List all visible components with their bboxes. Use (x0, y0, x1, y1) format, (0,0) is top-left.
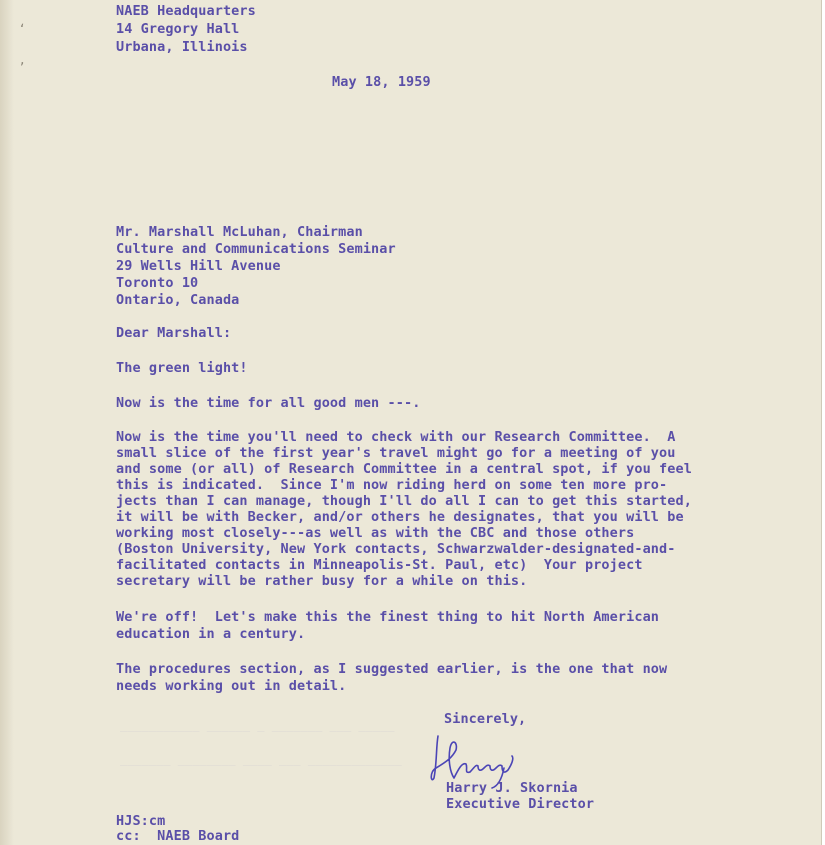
letter-date: May 18, 1959 (332, 74, 431, 90)
closing: Sincerely, (444, 711, 527, 727)
paragraph-3-line: working most closely---as well as with the CBC and those others (116, 525, 635, 541)
bleed-through-text: ___________ ______ _ _______ ___ _____ (120, 718, 395, 732)
paragraph-2: Now is the time for all good men ---. (116, 395, 421, 411)
paragraph-3-line: and some (or all) of Research Committee in a central spot, if you feel (116, 461, 692, 477)
letterhead-line-1: NAEB Headquarters (116, 3, 256, 19)
paragraph-3-line: facilitated contacts in Minneapolis-St. Paul, etc) Your project (116, 557, 643, 573)
signer-title: Executive Director (446, 796, 595, 812)
paragraph-4-line: We're off! Let's make this the finest thing to hit North American (116, 609, 660, 625)
paragraph-1: The green light! (116, 360, 248, 376)
paragraph-4-line: education in a century. (116, 626, 306, 642)
letterhead-line-2: 14 Gregory Hall (116, 21, 240, 37)
margin-mark: , (20, 52, 25, 68)
cc-line: cc: NAEB Board (116, 828, 240, 844)
paragraph-3-line: secretary will be rather busy for a while on this. (116, 573, 528, 589)
recipient-line-2: Culture and Communications Seminar (116, 241, 396, 257)
paragraph-3-line: this is indicated. Since I'm now riding herd on some ten more pro- (116, 477, 668, 493)
paragraph-3-line: Now is the time you'll need to check with our Research Committee. A (116, 429, 676, 445)
paragraph-3-line: small slice of the first year's travel might go for a meeting of you (116, 445, 676, 461)
paragraph-5-line: needs working out in detail. (116, 678, 347, 694)
margin-mark: ʻ (20, 22, 25, 38)
paragraph-3-line: (Boston University, New York contacts, Schwarzwalder-designated-and- (116, 541, 676, 557)
paragraph-3-line: it will be with Becker, and/or others he designates, that you will be (116, 509, 684, 525)
bleed-through-text: _______ ________ ____ ___ _____________ (120, 752, 402, 766)
paper-edge-shadow (0, 0, 14, 845)
letterhead-line-3: Urbana, Illinois (116, 39, 248, 55)
paragraph-3-line: jects than I can manage, though I'll do all I can to get this started, (116, 493, 692, 509)
recipient-line-3: 29 Wells Hill Avenue (116, 258, 281, 274)
recipient-line-1: Mr. Marshall McLuhan, Chairman (116, 224, 363, 240)
paragraph-5-line: The procedures section, as I suggested earlier, is the one that now (116, 661, 668, 677)
typist-initials: HJS:cm (116, 813, 166, 829)
recipient-line-5: Ontario, Canada (116, 292, 240, 308)
recipient-line-4: Toronto 10 (116, 275, 199, 291)
salutation: Dear Marshall: (116, 325, 232, 341)
signer-name: Harry J. Skornia (446, 780, 578, 796)
